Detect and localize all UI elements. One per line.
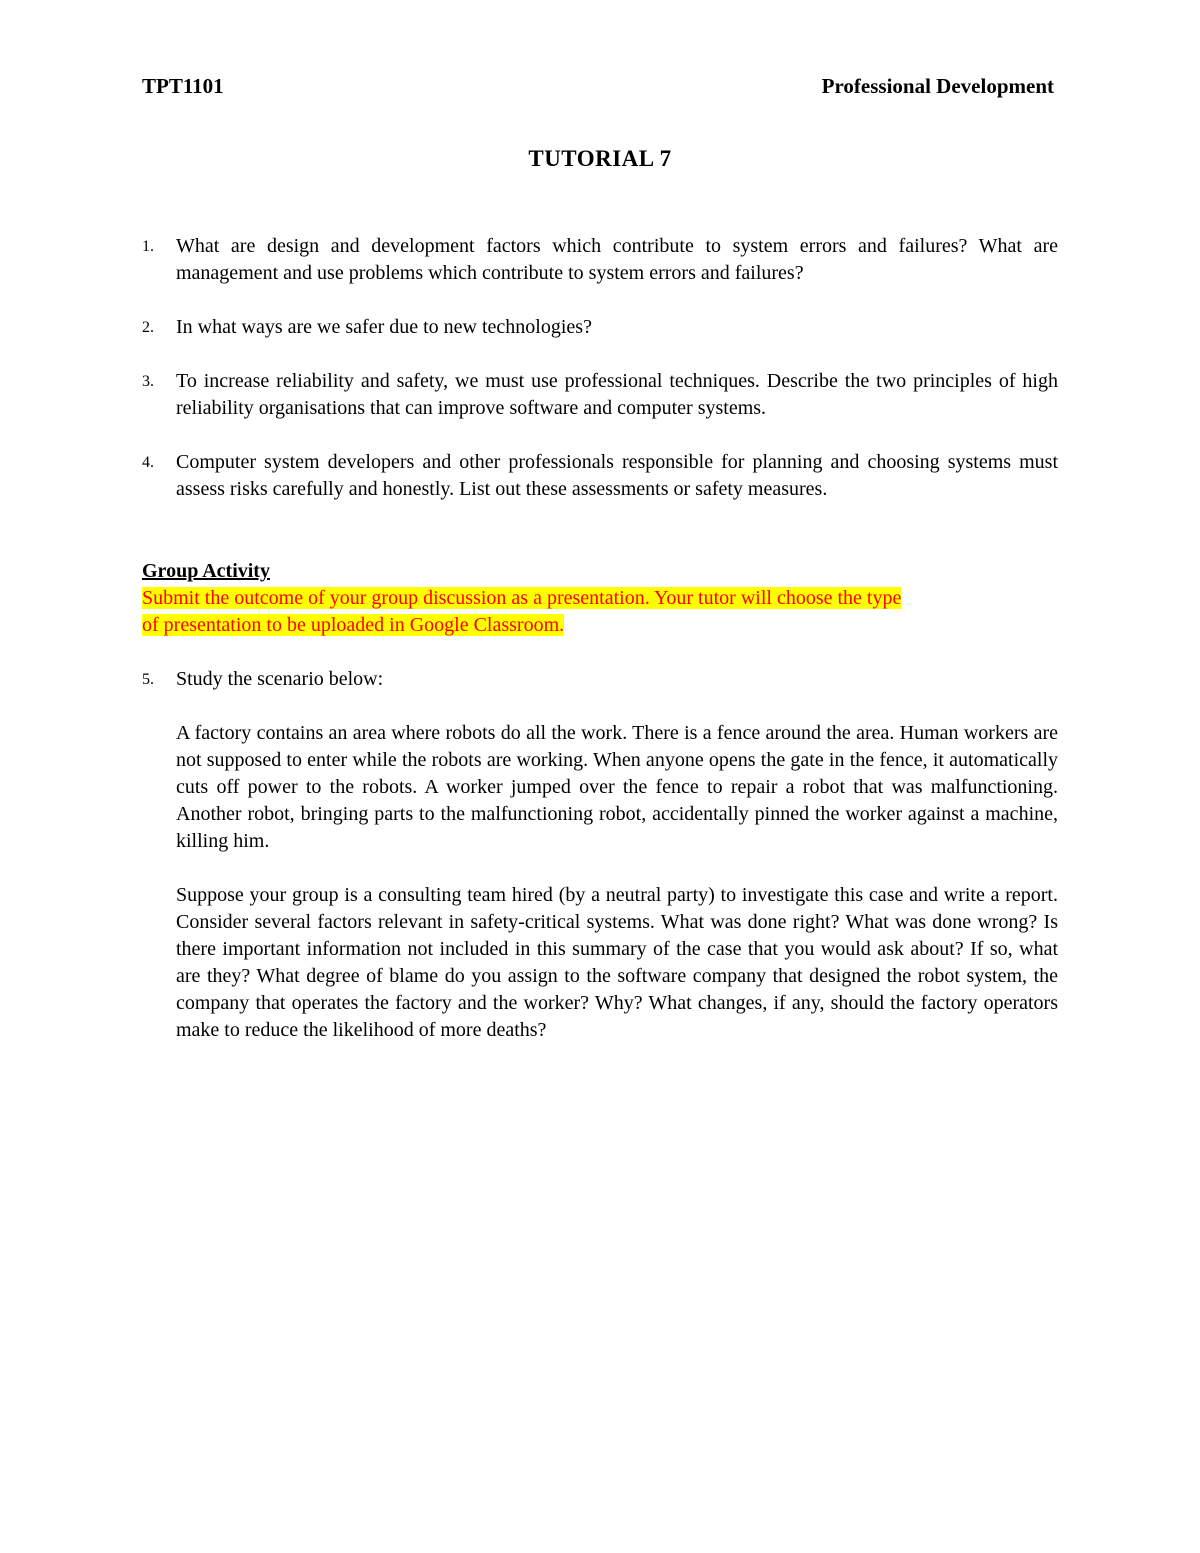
course-name: Professional Development: [821, 74, 1054, 98]
question-number: 3.: [142, 373, 154, 390]
question-text: What are design and development factors which contribute to system errors and failures? What are management and use problems which contribute to system errors and failures?: [176, 235, 1058, 284]
question-3: [142, 368, 1058, 422]
question-4: [142, 449, 1058, 503]
question-number: 1.: [142, 238, 154, 255]
notice-line-2: of presentation to be uploaded in Google Classroom.: [142, 614, 565, 636]
notice-line-1: Submit the outcome of your group discussion as a presentation. Your tutor will choose the type: [142, 587, 902, 609]
group-activity-notice: [142, 585, 1058, 639]
question-number: 5.: [142, 671, 154, 688]
group-activity-heading: Group Activity: [142, 560, 270, 582]
question-text: Computer system developers and other professionals responsible for planning and choosing systems must assess risks carefully and honestly. List out these assessments or safety measures.: [176, 451, 1058, 500]
question-number: 2.: [142, 319, 154, 336]
question-1: [142, 233, 1058, 287]
question-text: Study the scenario below:: [176, 668, 384, 690]
task-paragraph: Suppose your group is a consulting team hired (by a neutral party) to investigate this case and write a report. Consider several factors relevant in safety-critical systems. What was done right? What was done wrong? Is there important information not included in this summary of the case that you would ask about? If so, what are they? What degree of blame do you assign to the software company that designed the robot system, the company that operates the factory and the worker? Why? What changes, if any, should the factory operators make to reduce the likelihood of more deaths?: [176, 884, 1058, 1041]
course-code: TPT1101: [142, 74, 224, 98]
question-2: [142, 314, 1058, 341]
question-text: To increase reliability and safety, we must use professional techniques. Describe the two principles of high reliability organisations that can improve software and computer systems.: [176, 370, 1058, 419]
question-text: In what ways are we safer due to new technologies?: [176, 316, 592, 338]
question-number: 4.: [142, 454, 154, 471]
scenario-paragraph: A factory contains an area where robots do all the work. There is a fence around the area. Human workers are not supposed to enter while the robots are working. When anyone opens the gate in the fence, it automatically cuts off power to the robots. A worker jumped over the fence to repair a robot that was malfunctioning. Another robot, bringing parts to the malfunctioning robot, accidentally pinned the worker against a machine, killing him.: [176, 722, 1058, 852]
question-5: [142, 666, 1058, 693]
page-title: TUTORIAL 7: [528, 146, 672, 171]
